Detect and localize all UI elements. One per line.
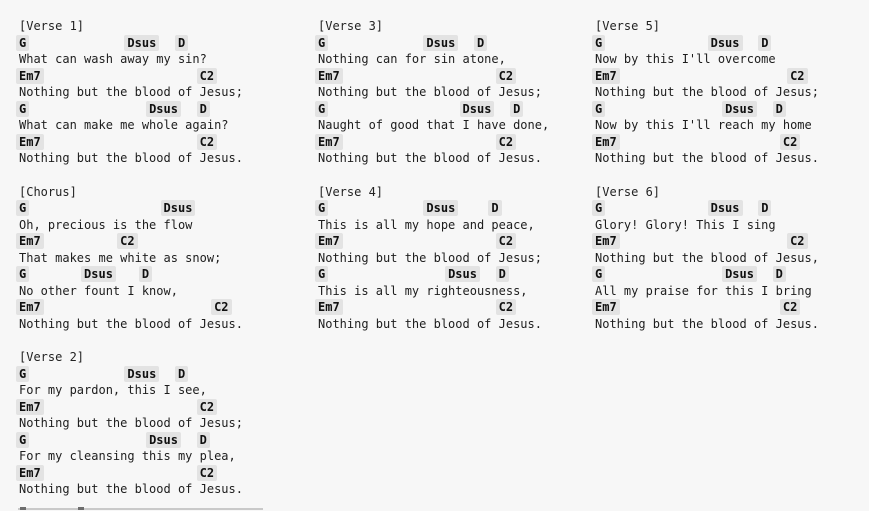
chord-line: [595, 233, 819, 250]
chord-pill[interactable]: Em7: [592, 68, 620, 84]
chord-line: [19, 200, 243, 217]
song-section: [19, 184, 243, 333]
chord-pill[interactable]: G: [592, 101, 605, 117]
chord-pill[interactable]: Dsus: [423, 200, 458, 216]
chord-line: [318, 35, 549, 52]
chord-pill[interactable]: C2: [780, 134, 800, 150]
chord-line: [318, 68, 549, 85]
chord-pill[interactable]: C2: [780, 299, 800, 315]
clipped-glyph-mark: [78, 507, 84, 510]
chord-pill[interactable]: C2: [211, 299, 231, 315]
section-label: [Verse 4]: [318, 184, 384, 199]
chord-line: [595, 266, 819, 283]
chord-line: [19, 366, 243, 383]
chord-line: [318, 101, 549, 118]
chord-pill[interactable]: D: [139, 266, 152, 282]
chord-pill[interactable]: G: [315, 266, 328, 282]
chord-pill[interactable]: Dsus: [445, 266, 480, 282]
lyric-line: What can make me whole again?: [19, 118, 229, 132]
chord-pill[interactable]: D: [496, 266, 509, 282]
lyric-line: This is all my hope and peace,: [318, 217, 535, 232]
song-section: [19, 18, 243, 167]
lyric-line: Glory! Glory! This I sing: [595, 217, 776, 232]
chord-pill[interactable]: C2: [197, 134, 217, 150]
chord-pill[interactable]: C2: [496, 134, 516, 150]
chord-pill[interactable]: D: [474, 35, 487, 51]
chord-line: [318, 200, 549, 217]
lyric-line: Nothing but the blood of Jesus;: [595, 85, 819, 99]
lyric-line: For my cleansing this my plea,: [19, 449, 236, 463]
lyric-line: Nothing but the blood of Jesus.: [19, 482, 243, 496]
chord-line: [19, 35, 243, 52]
chord-pill[interactable]: Em7: [16, 299, 44, 315]
lyric-line: Nothing but the blood of Jesus.: [19, 316, 243, 331]
chord-pill[interactable]: D: [197, 432, 210, 448]
chord-line: [19, 299, 243, 316]
chord-line: [318, 233, 549, 250]
song-section: [595, 184, 819, 333]
chord-pill[interactable]: Em7: [592, 134, 620, 150]
chord-line: [595, 200, 819, 217]
chord-pill[interactable]: Em7: [592, 233, 620, 249]
lyric-line: Nothing but the blood of Jesus.: [595, 316, 819, 331]
lyric-line: Nothing but the blood of Jesus.: [318, 316, 542, 331]
chord-pill[interactable]: C2: [496, 233, 516, 249]
chord-pill[interactable]: Dsus: [708, 35, 743, 51]
chord-pill[interactable]: C2: [117, 233, 137, 249]
chord-pill[interactable]: D: [488, 200, 501, 216]
chord-pill[interactable]: Dsus: [722, 266, 757, 282]
sheet-column: [19, 18, 243, 511]
chord-pill[interactable]: D: [175, 366, 188, 382]
chord-line: [19, 399, 243, 416]
chord-pill[interactable]: Em7: [16, 233, 44, 249]
chord-pill[interactable]: Dsus: [161, 200, 196, 216]
chord-line: [318, 299, 549, 316]
chord-pill[interactable]: Dsus: [146, 432, 181, 448]
chord-pill[interactable]: C2: [197, 465, 217, 481]
lyric-line: Nothing but the blood of Jesus;: [318, 85, 542, 99]
chord-pill[interactable]: C2: [496, 299, 516, 315]
lyric-line: Nothing can for sin atone,: [318, 52, 506, 66]
clipped-next-line: [18, 508, 263, 510]
chord-pill[interactable]: C2: [787, 233, 807, 249]
chord-pill[interactable]: Em7: [592, 299, 620, 315]
chord-pill[interactable]: G: [315, 200, 328, 216]
chord-pill[interactable]: Em7: [16, 465, 44, 481]
clipped-glyph-mark: [20, 507, 26, 510]
lyric-line: Nothing but the blood of Jesus.: [318, 151, 542, 165]
lyric-line: Oh, precious is the flow: [19, 217, 193, 232]
chord-pill[interactable]: Em7: [315, 233, 343, 249]
lyric-line: Now by this I'll overcome: [595, 52, 776, 66]
lyric-line: That makes me white as snow;: [19, 250, 222, 265]
chord-line: [19, 266, 243, 283]
chord-pill[interactable]: Dsus: [722, 101, 757, 117]
chord-line: [595, 35, 819, 52]
section-label: [Verse 2]: [19, 350, 85, 364]
chord-pill[interactable]: C2: [197, 68, 217, 84]
lyric-line: No other fount I know,: [19, 283, 178, 298]
chord-pill[interactable]: D: [773, 266, 786, 282]
chord-pill[interactable]: Em7: [315, 68, 343, 84]
chord-pill[interactable]: G: [16, 101, 29, 117]
section-label: [Verse 1]: [19, 19, 85, 33]
section-label: [Verse 6]: [595, 184, 661, 199]
song-section: [595, 18, 819, 167]
song-section: [19, 349, 243, 498]
lyric-line: Nothing but the blood of Jesus;: [19, 85, 243, 99]
lyric-line: Nothing but the blood of Jesus.: [19, 151, 243, 165]
lyric-line: What can wash away my sin?: [19, 52, 207, 66]
chord-pill[interactable]: G: [16, 200, 29, 216]
chord-pill[interactable]: Dsus: [81, 266, 116, 282]
lyric-line: Naught of good that I have done,: [318, 118, 550, 132]
chord-line: [19, 68, 243, 85]
lyric-line: All my praise for this I bring: [595, 283, 812, 298]
chord-pill[interactable]: G: [592, 35, 605, 51]
sheet-column: [595, 18, 819, 349]
chord-pill[interactable]: D: [773, 101, 786, 117]
chord-line: [318, 266, 549, 283]
section-label: [Verse 3]: [318, 19, 384, 33]
chord-pill[interactable]: Dsus: [146, 101, 181, 117]
chord-line: [595, 101, 819, 118]
chord-line: [595, 68, 819, 85]
song-section: [318, 18, 549, 167]
song-section: [318, 184, 549, 333]
lyric-line: This is all my righteousness,: [318, 283, 528, 298]
chord-pill[interactable]: D: [175, 35, 188, 51]
lyric-line: For my pardon, this I see,: [19, 383, 207, 397]
chord-pill[interactable]: Em7: [16, 68, 44, 84]
lyric-line: Now by this I'll reach my home: [595, 118, 812, 132]
chord-pill[interactable]: Em7: [16, 399, 44, 415]
chord-pill[interactable]: G: [16, 366, 29, 382]
chord-line: [19, 432, 243, 449]
chord-pill[interactable]: Dsus: [423, 35, 458, 51]
section-label: [Chorus]: [19, 184, 77, 199]
chord-pill[interactable]: Dsus: [124, 35, 159, 51]
chord-line: [19, 134, 243, 151]
chord-pill[interactable]: G: [315, 101, 328, 117]
chord-line: [595, 134, 819, 151]
chord-pill[interactable]: G: [16, 266, 29, 282]
lyric-line: Nothing but the blood of Jesus;: [318, 250, 542, 265]
sheet-column: [318, 18, 549, 349]
chord-pill[interactable]: Em7: [315, 299, 343, 315]
chord-pill[interactable]: D: [758, 35, 771, 51]
lyric-line: Nothing but the blood of Jesus;: [19, 416, 243, 430]
chord-pill[interactable]: Dsus: [708, 200, 743, 216]
chord-pill[interactable]: G: [16, 35, 29, 51]
chord-pill[interactable]: Dsus: [460, 101, 495, 117]
chord-line: [595, 299, 819, 316]
chord-pill[interactable]: Em7: [315, 134, 343, 150]
chord-pill[interactable]: D: [197, 101, 210, 117]
chord-pill[interactable]: G: [592, 200, 605, 216]
chord-line: [19, 101, 243, 118]
chord-pill[interactable]: Em7: [16, 134, 44, 150]
chord-pill[interactable]: G: [592, 266, 605, 282]
chord-pill[interactable]: D: [510, 101, 523, 117]
chord-line: [19, 233, 243, 250]
chord-line: [19, 465, 243, 482]
chord-pill[interactable]: C2: [787, 68, 807, 84]
chord-pill[interactable]: C2: [197, 399, 217, 415]
chord-pill[interactable]: Dsus: [124, 366, 159, 382]
chord-pill[interactable]: G: [16, 432, 29, 448]
section-label: [Verse 5]: [595, 19, 661, 33]
chord-pill[interactable]: C2: [496, 68, 516, 84]
chord-pill[interactable]: G: [315, 35, 328, 51]
lyric-line: Nothing but the blood of Jesus.: [595, 151, 819, 165]
lyric-line: Nothing but the blood of Jesus,: [595, 250, 819, 265]
chord-pill[interactable]: D: [758, 200, 771, 216]
chord-line: [318, 134, 549, 151]
